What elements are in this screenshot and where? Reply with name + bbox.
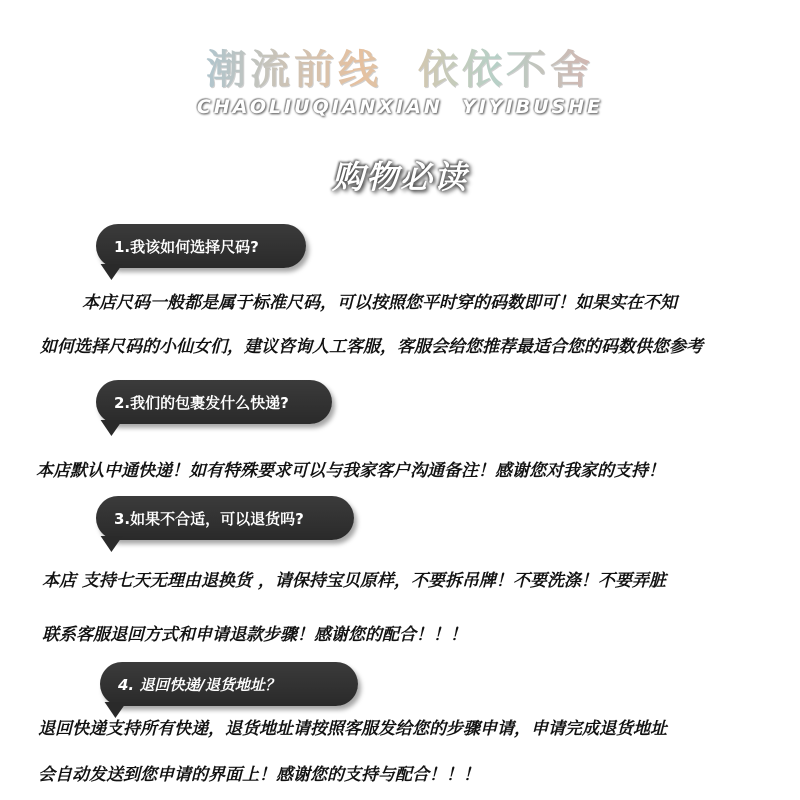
question-3-label: 3.如果不合适，可以退货吗? — [114, 509, 304, 528]
shopping-notice-heading: 购物必读 — [331, 158, 468, 196]
brand-title-pinyin: CHAOLIUQIANXIAN YIYIBUSHE — [196, 96, 604, 118]
speech-tail-icon — [101, 536, 126, 552]
question-1-label: 1.我该如何选择尺码? — [114, 237, 259, 256]
brand-title-chinese: 潮流前线 依依不舍 — [0, 38, 800, 95]
answer-3-line-1: 本店 支持七天无理由退换货 ，请保持宝贝原样，不要拆吊牌！不要洗涤！不要弄脏 — [42, 571, 666, 591]
answer-4-line-1: 退回快递支持所有快递，退货地址请按照客服发给您的步骤申请，申请完成退货地址 — [38, 719, 667, 739]
question-1-bubble — [96, 224, 306, 268]
question-4-bubble — [100, 662, 358, 706]
question-2-label: 2.我们的包裹发什么快递? — [114, 393, 289, 412]
answer-1-line-2: 如何选择尺码的小仙女们，建议咨询人工客服，客服会给您推荐最适合您的码数供您参考 — [40, 337, 703, 357]
question-3-bubble — [96, 496, 354, 540]
answer-4-line-2: 会自动发送到您申请的界面上！感谢您的支持与配合！！！ — [38, 765, 480, 785]
answer-1-line-1: 本店尺码一般都是属于标准尺码，可以按照您平时穿的码数即可！如果实在不知 — [82, 293, 677, 313]
answer-3-line-2: 联系客服退回方式和申请退款步骤！感谢您的配合！！！ — [42, 625, 467, 645]
speech-tail-icon — [101, 264, 126, 280]
answer-2-line-1: 本店默认中通快递！如有特殊要求可以与我家客户沟通备注！感谢您对我家的支持！ — [36, 461, 665, 481]
question-4-label: 4. 退回快递/退货地址？ — [118, 675, 280, 694]
speech-tail-icon — [101, 420, 126, 436]
question-2-bubble — [96, 380, 332, 424]
